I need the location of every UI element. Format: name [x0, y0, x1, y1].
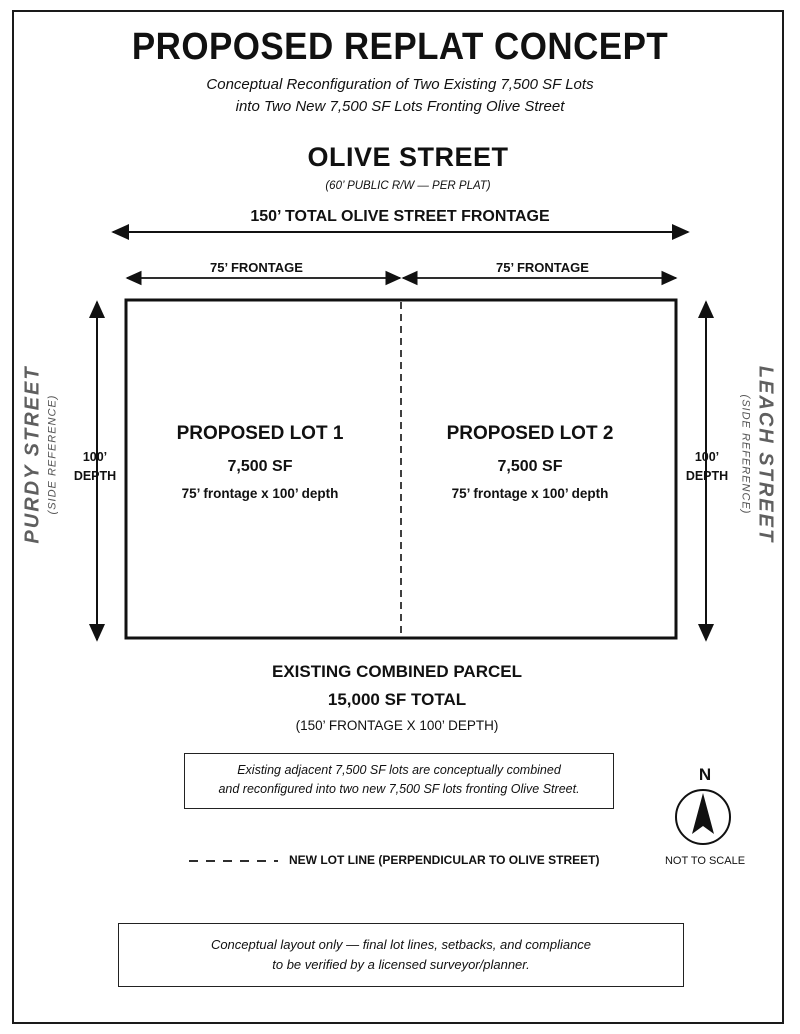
subtitle-line-1: Conceptual Reconfiguration of Two Existing 7,500 SF Lots [206, 76, 594, 93]
explanation-note [184, 753, 614, 809]
depth-right-label [682, 448, 732, 486]
note-line-2: and reconfigured into two new 7,500 SF lots fronting Olive Street. [218, 782, 580, 796]
lot1-dimensions: 75’ frontage x 100’ depth [181, 486, 339, 501]
side-street-left-name: PURDY STREET [21, 365, 44, 544]
parcel-title: EXISTING COMBINED PARCEL [272, 662, 522, 681]
depth-left-value: 100’ [82, 450, 108, 464]
lot2-dimensions: 75’ frontage x 100’ depth [451, 486, 609, 501]
street-name: OLIVE STREET [307, 142, 509, 172]
north-letter: N [698, 765, 712, 784]
subtitle-line-2: into Two New 7,500 SF Lots Fronting Olive Street [235, 98, 565, 115]
disclaimer-box [118, 923, 684, 987]
lot2-frontage-label: 75’ FRONTAGE [492, 260, 593, 275]
lot1-name: PROPOSED LOT 1 [176, 423, 344, 444]
side-street-left-sub: (SIDE REFERENCE) [46, 394, 59, 515]
lot1-area: 7,500 SF [227, 458, 293, 475]
depth-right-text: DEPTH [685, 469, 729, 483]
side-street-left [22, 335, 59, 575]
depth-left-label [70, 448, 120, 486]
side-street-right [740, 335, 777, 575]
disclaimer-line-1: Conceptual layout only — final lot lines, setbacks, and compliance [210, 937, 592, 952]
disclaimer-line-2: to be verified by a licensed surveyor/planner. [272, 957, 530, 972]
parcel-dimensions: (150’ FRONTAGE X 100’ DEPTH) [295, 718, 499, 733]
depth-left-text: DEPTH [73, 469, 117, 483]
lot1-frontage-label: 75’ FRONTAGE [206, 260, 307, 275]
total-frontage-label: 150’ TOTAL OLIVE STREET FRONTAGE [250, 208, 550, 225]
north-arrow-icon [676, 790, 730, 844]
page-title: PROPOSED REPLAT CONCEPT [131, 26, 669, 68]
lot2-area: 7,500 SF [497, 458, 563, 475]
page-subtitle [0, 74, 800, 118]
not-to-scale-label: NOT TO SCALE [664, 855, 746, 867]
legend-label: NEW LOT LINE (PERPENDICULAR TO OLIVE STREET) [289, 853, 600, 867]
parcel-total: 15,000 SF TOTAL [327, 690, 467, 709]
depth-right-value: 100’ [694, 450, 720, 464]
street-row-note: (60’ PUBLIC R/W — PER PLAT) [325, 180, 491, 192]
note-line-1: Existing adjacent 7,500 SF lots are conceptually combined [237, 763, 561, 777]
lot2-name: PROPOSED LOT 2 [446, 423, 614, 444]
side-street-right-sub: (SIDE REFERENCE) [739, 394, 752, 515]
side-street-right-name: LEACH STREET [754, 365, 777, 544]
